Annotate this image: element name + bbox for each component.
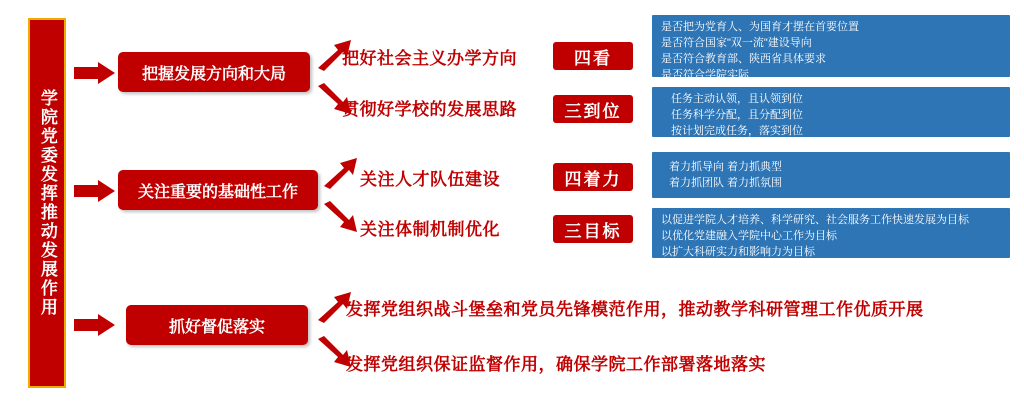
detail-line: 任务主动认领，且认领到位 <box>671 93 803 105</box>
detail-line: 任务科学分配，且分配到位 <box>671 108 803 121</box>
tag-box-1[interactable]: 四看 <box>553 42 633 70</box>
primary-box-2[interactable]: 关注重要的基础性工作 <box>118 170 318 210</box>
vertical-title-text: 学院党委发挥推动发展作用 <box>37 89 57 317</box>
detail-line: 是否符合学院实际 <box>661 68 749 81</box>
arrow-branch2-item1 <box>322 156 358 190</box>
branch3-item1-label[interactable]: 发挥党组织战斗堡垒和党员先锋模范作用，推动教学科研管理工作优质开展 <box>346 300 924 319</box>
detail-line: 是否把为党育人、为国育才摆在首要位置 <box>661 21 859 33</box>
branch2-item2-label[interactable]: 关注体制机制优化 <box>360 220 500 239</box>
tag-box-2[interactable]: 三到位 <box>553 95 633 123</box>
detail-panel-2 <box>652 87 1010 137</box>
detail-line: 以扩大科研实力和影响力为目标 <box>661 245 815 258</box>
detail-line: 以促进学院人才培养、科学研究、社会服务工作快速发展为目标 <box>661 214 969 226</box>
arrow-branch2-item2 <box>322 200 358 234</box>
detail-panel-3 <box>652 152 1010 198</box>
detail-line: 是否符合国家"双一流"建设导向 <box>661 36 812 49</box>
detail-line: 按计划完成任务，落实到位 <box>671 124 803 137</box>
branch2-item1-label[interactable]: 关注人才队伍建设 <box>360 170 500 189</box>
vertical-title-bar <box>28 18 66 388</box>
branch1-item1-label[interactable]: 把好社会主义办学方向 <box>342 49 517 68</box>
arrow-trunk-to-branch-1 <box>74 62 116 84</box>
detail-panel-1 <box>652 15 1010 81</box>
branch3-item2-label[interactable]: 发挥党组织保证监督作用，确保学院工作部署落地落实 <box>346 355 766 374</box>
tag-box-4[interactable]: 三目标 <box>553 215 633 243</box>
primary-box-3[interactable]: 抓好督促落实 <box>126 305 308 345</box>
arrow-trunk-to-branch-2 <box>74 180 116 202</box>
detail-line: 着力抓团队 着力抓氛围 <box>669 176 783 189</box>
detail-panel-4 <box>652 208 1010 258</box>
primary-box-1[interactable]: 把握发展方向和大局 <box>118 52 310 92</box>
detail-line: 着力抓导向 着力抓典型 <box>669 161 783 173</box>
arrow-trunk-to-branch-3 <box>74 314 116 336</box>
tag-box-3[interactable]: 四着力 <box>553 163 633 191</box>
detail-line: 是否符合教育部、陕西省具体要求 <box>661 52 826 65</box>
detail-line: 以优化党建融入学院中心工作为目标 <box>661 229 837 242</box>
branch1-item2-label[interactable]: 贯彻好学校的发展思路 <box>342 100 517 119</box>
